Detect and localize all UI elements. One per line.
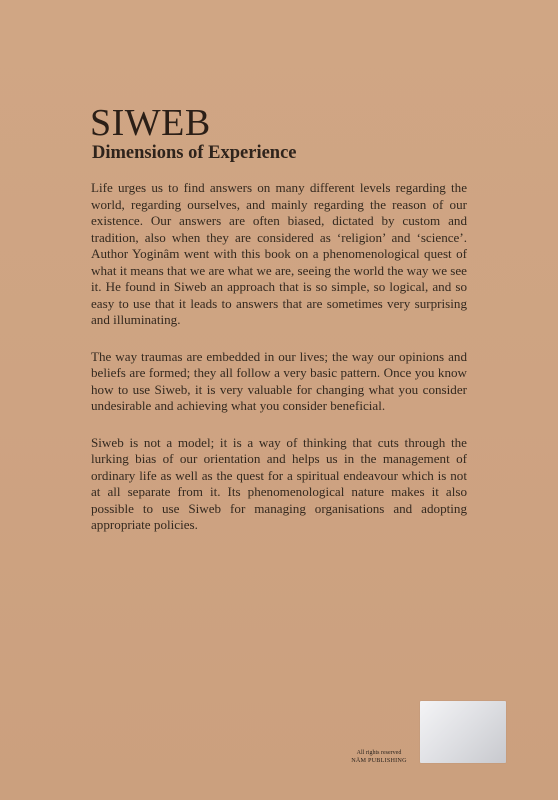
book-title: SIWEB	[90, 102, 211, 144]
barcode-placeholder	[420, 701, 506, 763]
publisher-name: NĀM PUBLISHING	[351, 757, 407, 764]
book-subtitle: Dimensions of Experience	[92, 143, 297, 163]
description-paragraph-1: Life urges us to find answers on many different levels regarding the world, regarding ourselves, and mainly regarding the reason of our existence. Our answers are often biased, dictated by custom and tradition, also when they are considered as ‘religion’ and ‘science’. Author Yoginâm went with this book on a phenomenological quest of what it means that we are what we are, seeing the world the way we see it. He found in Siweb an approach that is so simple, so logical, and so easy to use that it leads to answers that are sometimes very surprising and illuminating.	[91, 180, 467, 327]
rights-notice: All rights reserved	[356, 750, 402, 756]
description-paragraph-3: Siweb is not a model; it is a way of thinking that cuts through the lurking bias of our orientation and helps us in the management of ordinary life as well as the quest for a spiritual endeavour which is not at all separate from it. Its phenomenological nature makes it also possible to use Siweb for managing organisations and adopting appropriate policies.	[91, 434, 467, 532]
description-paragraph-2: The way traumas are embedded in our lives; the way our opinions and beliefs are formed; they all follow a very basic pattern. Once you know how to use Siweb, it is very valuable for changing what you consider undesirable and achieving what you consider beneficial.	[91, 348, 467, 413]
cover-description	[91, 180, 467, 554]
